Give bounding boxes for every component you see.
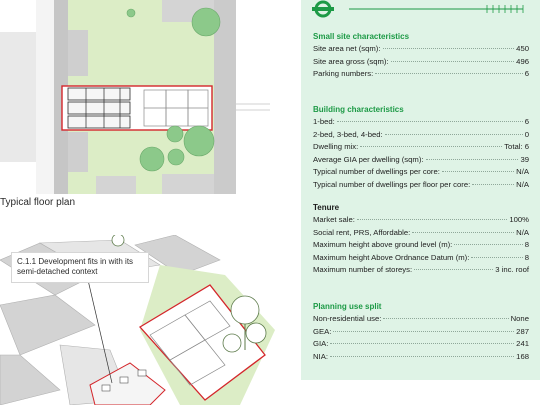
row-value: 3 inc. roof bbox=[495, 265, 529, 275]
data-row bbox=[313, 129, 529, 142]
data-row bbox=[313, 239, 529, 252]
section-title: Small site characteristics bbox=[313, 32, 410, 41]
section-title: Building characteristics bbox=[313, 105, 404, 114]
transport-roundel-icon bbox=[301, 0, 540, 22]
row-label: 1-bed: bbox=[313, 117, 335, 126]
row-label: 2-bed, 3-bed, 4-bed: bbox=[313, 129, 383, 139]
row-value: 39 bbox=[520, 154, 529, 164]
dot-leader bbox=[330, 356, 514, 357]
site-plan-svg bbox=[0, 0, 275, 194]
data-row bbox=[313, 227, 529, 240]
row-value: 287 bbox=[516, 326, 529, 336]
dot-leader bbox=[357, 219, 507, 220]
row-label: Social rent, PRS, Affordable: bbox=[313, 227, 411, 237]
row-value: N/A bbox=[516, 227, 529, 237]
dot-leader bbox=[330, 343, 514, 344]
row-label: Dwelling mix: bbox=[313, 142, 359, 152]
data-row bbox=[313, 326, 529, 339]
row-label: Maximum height above ground level (m): bbox=[313, 240, 453, 250]
row-value: 450 bbox=[516, 44, 529, 53]
section-title: Tenure bbox=[313, 203, 340, 212]
dot-leader bbox=[471, 257, 522, 258]
dot-leader bbox=[442, 171, 514, 172]
row-label: Typical number of dwellings per floor per core: bbox=[313, 179, 471, 189]
row-label: GEA: bbox=[313, 326, 332, 336]
dot-leader bbox=[337, 121, 523, 122]
row-value: 241 bbox=[516, 339, 529, 349]
row-value: 6 bbox=[524, 117, 529, 126]
row-label: Parking numbers: bbox=[313, 69, 374, 79]
row-value: 496 bbox=[516, 56, 529, 66]
section-small-site bbox=[313, 31, 529, 81]
data-row bbox=[313, 214, 529, 227]
dot-leader bbox=[472, 184, 514, 185]
dot-leader bbox=[375, 73, 522, 74]
plan-caption: Typical floor plan bbox=[0, 197, 76, 208]
data-row bbox=[313, 56, 529, 69]
row-value: Total: 6 bbox=[504, 142, 529, 152]
row-label: Market sale: bbox=[313, 215, 355, 224]
row-value: 8 bbox=[524, 252, 529, 262]
row-value: None bbox=[510, 314, 529, 323]
row-label: Site area gross (sqm): bbox=[313, 56, 389, 66]
data-row bbox=[313, 179, 529, 192]
data-row bbox=[313, 264, 529, 277]
data-row bbox=[313, 141, 529, 154]
data-row bbox=[313, 154, 529, 167]
data-row bbox=[313, 166, 529, 179]
dot-leader bbox=[383, 48, 515, 49]
dot-leader bbox=[414, 269, 493, 270]
row-value: 168 bbox=[516, 351, 529, 361]
row-label: Site area net (sqm): bbox=[313, 44, 381, 53]
panel-header bbox=[301, 0, 540, 22]
data-row bbox=[313, 252, 529, 265]
site-plan-drawing bbox=[0, 0, 275, 194]
row-label: NIA: bbox=[313, 351, 328, 361]
dot-leader bbox=[360, 146, 502, 147]
section-title: Planning use split bbox=[313, 302, 382, 311]
dot-leader bbox=[333, 331, 514, 332]
row-label: Typical number of dwellings per core: bbox=[313, 167, 440, 177]
drawing-callout: C.1.1 Development fits in with its semi-detached context bbox=[11, 252, 149, 283]
data-row bbox=[313, 351, 529, 364]
row-label: Maximum height Above Ordnance Datum (m): bbox=[313, 252, 470, 262]
row-label: Average GIA per dwelling (sqm): bbox=[313, 154, 424, 164]
dot-leader bbox=[391, 61, 515, 62]
section-building bbox=[313, 104, 529, 192]
row-label: Maximum number of storeys: bbox=[313, 265, 413, 275]
data-row bbox=[313, 338, 529, 351]
data-row bbox=[313, 68, 529, 81]
row-value: N/A bbox=[516, 179, 529, 189]
row-value: 100% bbox=[509, 215, 529, 224]
data-row bbox=[313, 43, 529, 56]
section-planning-use bbox=[313, 301, 529, 363]
dot-leader bbox=[383, 318, 508, 319]
row-value: 0 bbox=[524, 129, 529, 139]
dot-leader bbox=[412, 232, 514, 233]
row-value: 6 bbox=[524, 69, 529, 79]
row-value: 8 bbox=[524, 240, 529, 250]
data-row bbox=[313, 313, 529, 326]
site-data-panel bbox=[301, 0, 540, 380]
row-value: N/A bbox=[516, 167, 529, 177]
row-label: Non-residential use: bbox=[313, 314, 382, 323]
data-row bbox=[313, 116, 529, 129]
dot-leader bbox=[385, 134, 523, 135]
row-label: GIA: bbox=[313, 339, 329, 349]
dot-leader bbox=[426, 159, 519, 160]
section-tenure bbox=[313, 202, 529, 277]
dot-leader bbox=[454, 244, 522, 245]
